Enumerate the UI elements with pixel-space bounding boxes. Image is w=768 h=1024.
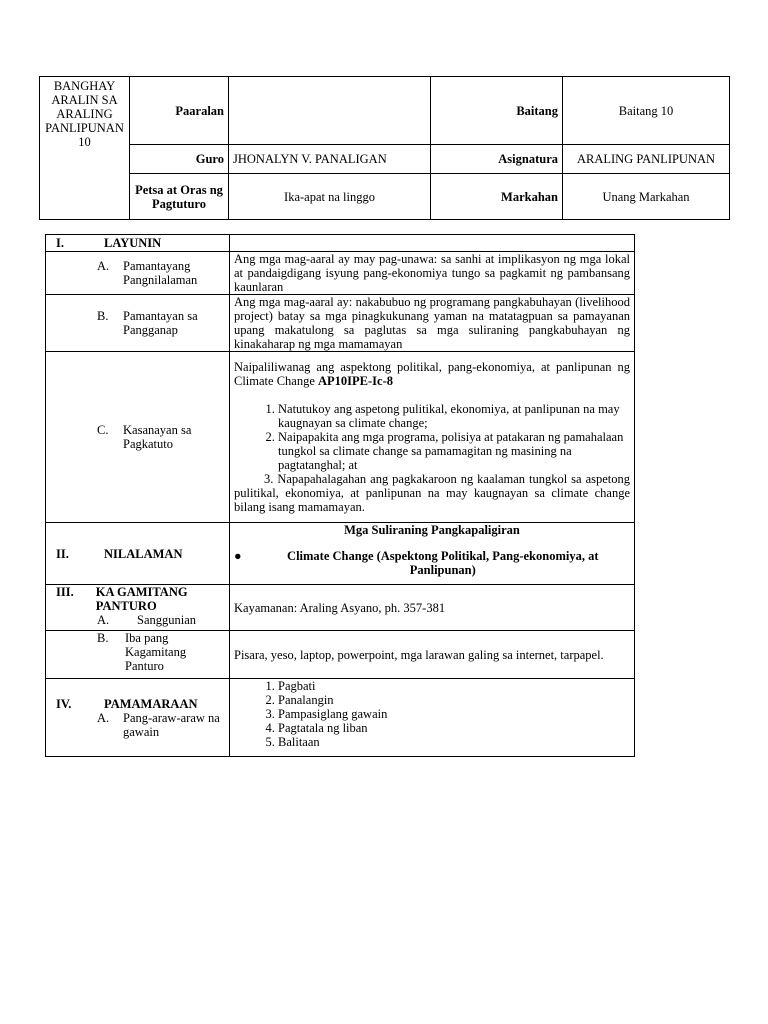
pamantayan-sa-pangganap-label: B. Pamantayan sa Pangganap — [46, 295, 230, 352]
paaralan-label: Paaralan — [130, 77, 229, 145]
baitang-label: Baitang — [431, 77, 563, 145]
asignatura-label: Asignatura — [431, 145, 563, 174]
markahan-label: Markahan — [431, 174, 563, 220]
pamantayang-pangnilalaman-text: Ang mga mag-aaral ay may pag-unawa: sa sanhi at implikasyon ng mga lokal at pandaigdigang isyung pang-ekonomiya tungo sa pagkamit ng pambansang kaunlaran — [230, 252, 635, 295]
pamantayan-sa-pangganap-text: Ang mga mag-aaral ay: nakabubuo ng programang pangkabuhayan (livelihood project) batay sa mga pinagkukunang yaman na matatagpuan sa pamayanan upang makatulong sa paglutas sa mga suliraning pangkabuhayan ng kinakaharap ng mga mamamayan — [230, 295, 635, 352]
header-table — [39, 76, 730, 220]
gawain-item: 2. Panalangin — [278, 693, 630, 707]
nilalaman-heading: II. NILALAMAN — [46, 523, 230, 585]
gawain-item: 5. Balitaan — [278, 735, 630, 749]
guro-label: Guro — [130, 145, 229, 174]
competency-code: AP10IPE-Ic-8 — [318, 374, 394, 388]
kasanayan-sa-pagkatuto-text: Naipaliliwanag ang aspektong politikal, pang-ekonomiya, at panlipunan ng Climate Change AP10IPE-Ic-8 1. Natutukoy ang aspetong pulitikal, ekonomiya, at panlipunan na may kaugnayan sa climate change; 2. Naipapakita ang mga programa, polisiya at patakaran ng pamahalaan tungkol sa climate change sa pamamagitan ng masining na pagtatanghal; at 3. Napapahalagahan ang pagkakaroon ng kaalaman tungkol sa aspetong pulitikal, ekonomiya, at panlipunan na may kaugnayan sa climate change bilang isang mamamayan. — [230, 352, 635, 523]
nilalaman-topic: Climate Change (Aspektong Politikal, Pang-ekonomiya, at Panlipunan) — [287, 549, 599, 577]
iba-pang-kagamitan-label: B. Iba pang Kagamitang Panturo — [46, 631, 230, 679]
nilalaman-subheading: Mga Suliraning Pangkapaligiran — [344, 523, 520, 537]
pamamaraan-content — [230, 679, 635, 757]
objective-item: 1. Natutukoy ang aspetong pulitikal, ekonomiya, at panlipunan na may kaugnayan sa climate change; — [278, 402, 630, 430]
markahan-value: Unang Markahan — [563, 174, 730, 220]
gawain-item: 3. Pampasiglang gawain — [278, 707, 630, 721]
kagamitang-panturo-heading: III. KA GAMITANG PANTURO A. Sanggunian — [46, 585, 230, 631]
baitang-value: Baitang 10 — [563, 77, 730, 145]
pamamaraan-heading: IV. PAMAMARAAN A. Pang-araw-araw na gawain — [46, 679, 230, 757]
pamantayang-pangnilalaman-label: A. Pamantayang Pangnilalaman — [46, 252, 230, 295]
gawain-list — [234, 679, 630, 749]
sanggunian-text: Kayamanan: Araling Asyano, ph. 357-381 — [230, 585, 635, 631]
bullet-icon: ● — [234, 549, 242, 563]
layunin-heading: I. LAYUNIN — [46, 235, 230, 252]
nilalaman-content — [230, 523, 635, 585]
objective-item: 2. Naipapakita ang mga programa, polisiya at patakaran ng pamahalaan tungkol sa climate change sa pamamagitan ng masining na pagtatanghal; at — [278, 430, 630, 472]
lesson-plan-table — [45, 234, 635, 757]
kasanayan-sa-pagkatuto-label: C. Kasanayan sa Pagkatuto — [46, 352, 230, 523]
document-title: BANGHAY ARALIN SA ARALING PANLIPUNAN 10 — [40, 77, 130, 220]
iba-pang-kagamitan-text: Pisara, yeso, laptop, powerpoint, mga larawan galing sa internet, tarpapel. — [230, 631, 635, 679]
guro-value: JHONALYN V. PANALIGAN — [229, 145, 431, 174]
asignatura-value: ARALING PANLIPUNAN — [563, 145, 730, 174]
petsa-label: Petsa at Oras ng Pagtuturo — [130, 174, 229, 220]
objectives-list — [234, 402, 630, 472]
gawain-item: 1. Pagbati — [278, 679, 630, 693]
gawain-item: 4. Pagtatala ng liban — [278, 721, 630, 735]
petsa-value: Ika-apat na linggo — [229, 174, 431, 220]
paaralan-value — [229, 77, 431, 145]
objective-item-3: 3. Napapahalagahan ang pagkakaroon ng kaalaman tungkol sa aspetong pulitikal, ekonomiya, at panlipunan na may kaugnayan sa climate change bilang isang mamamayan. — [234, 472, 630, 514]
